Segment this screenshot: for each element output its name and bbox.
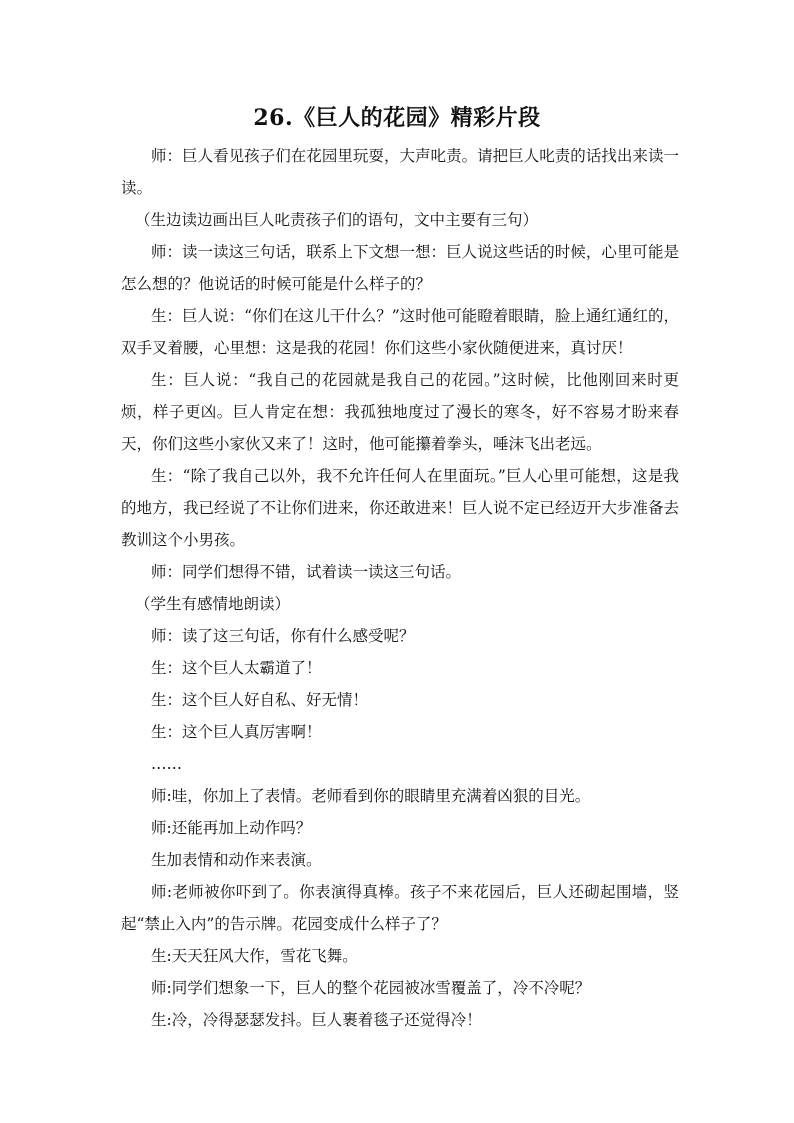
- paragraph-student-answer: 生：巨人说：“我自己的花园就是我自己的花园。”这时候，比他刚回来时更烦，样子更凶。巨人肯定在想：我孤独地度过了漫长的寒冬，好不容易才盼来春天，你们这些小家伙又来了！这时，他可能攥着拳头，唾沫飞出老远。: [121, 371, 679, 453]
- paragraph-teacher-question: 师：巨人看见孩子们在花园里玩耍，大声叱责。请把巨人叱责的话找出来读一读。: [121, 147, 679, 197]
- paragraph-student-answer: 生：巨人说：“你们在这儿干什么？”这时他可能瞪着眼睛，脸上通红通红的，双手叉着腰，心里想：这是我的花园！你们这些小家伙随便进来，真讨厌！: [121, 307, 679, 357]
- paragraph-note: （生边读边画出巨人叱责孩子们的语句，文中主要有三句）: [135, 211, 539, 229]
- paragraph-student-answer: 生：这个巨人好自私、好无情！: [151, 691, 369, 709]
- paragraph-teacher-question: 师:还能再加上动作吗？: [151, 819, 312, 837]
- paragraph-teacher-question: 师:老师被你吓到了。你表演得真棒。孩子不来花园后，巨人还砌起围墙，竖起“禁止入内”的告示牌。花园变成什么样子了？: [121, 883, 679, 933]
- paragraph-teacher-question: 师:同学们想象一下，巨人的整个花园被冰雪覆盖了，冷不冷呢？: [151, 979, 591, 997]
- paragraph-student-answer: 生:冷，冷得瑟瑟发抖。巨人裹着毯子还觉得冷！: [151, 1011, 482, 1029]
- paragraph-student-action: 生加表情和动作来表演。: [151, 851, 322, 869]
- paragraph-note: （学生有感情地朗读）: [135, 595, 291, 613]
- document-title: 26.《巨人的花园》精彩片段: [253, 105, 541, 131]
- paragraph-student-answer: 生：“除了我自己以外，我不允许任何人在里面玩。”巨人心里可能想，这是我的地方，我已经说了不让你们进来，你还敢进来！巨人说不定已经迈开大步准备去教训这个小男孩。: [121, 467, 680, 549]
- paragraph-teacher-question: 师：读一读这三句话，联系上下文想一想：巨人说这些话的时候，心里可能是怎么想的？他说话的时候可能是什么样子的？: [121, 243, 679, 293]
- document-body: [121, 140, 679, 1036]
- paragraph-student-answer: 生：这个巨人太霸道了！: [151, 659, 322, 677]
- paragraph-teacher-question: 师：读了这三句话，你有什么感受呢？: [151, 627, 415, 645]
- paragraph-ellipsis: ……: [151, 755, 182, 773]
- paragraph-student-answer: 生:天天狂风大作，雪花飞舞。: [151, 947, 358, 965]
- paragraph-teacher-comment: 师：同学们想得不错，试着读一读这三句话。: [151, 563, 462, 581]
- paragraph-teacher-comment: 师:哇，你加上了表情。老师看到你的眼睛里充满着凶狠的目光。: [151, 787, 591, 805]
- paragraph-student-answer: 生：这个巨人真厉害啊！: [151, 723, 322, 741]
